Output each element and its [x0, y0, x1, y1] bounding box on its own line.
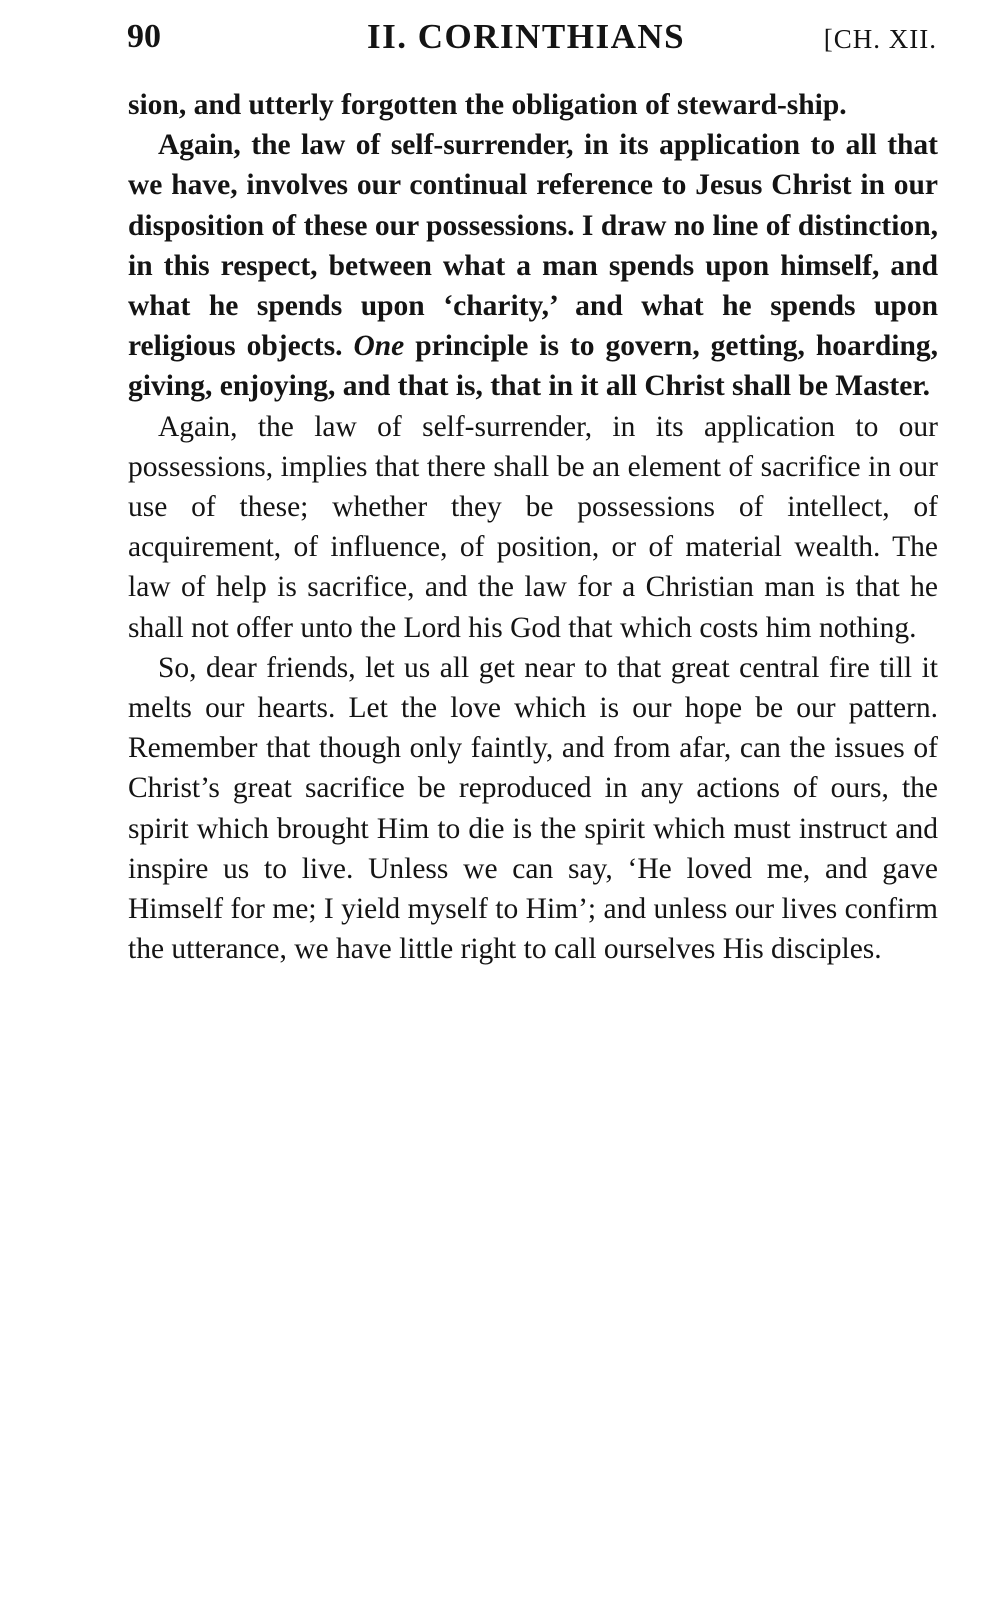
paragraph-central-fire: So, dear friends, let us all get near to that great central fire till it melts our hearts. Let the love which is our hope be our pattern. Remember that though only faintly, and from afar, can the issues of Christ’s great sacrifice be reproduced in any actions of ours, the spirit which brought Him to die is the spirit which must instruct and inspire us to live. Unless we can say, ‘He loved me, and gave Himself for me; I yield myself to Him’; and unless our lives confirm the utterance, we have little right to call ourselves His disciples. [128, 651, 938, 966]
paragraph-continuation: sion, and utterly forgotten the obligation of steward-ship. [128, 89, 847, 121]
paragraph-text-tail: principle is to govern, getting, hoarding, giving, enjoying, and that is, that in it all Christ shall be Master. [128, 330, 939, 403]
paragraph-self-surrender-sacrifice: Again, the law of self-surrender, in its application to our possessions, implies that there shall be an element of sacrifice in our use of these; whether they be possessions of intellect, of acquirement, of influence, of position, or of material wealth. The law of help is sacrifice, and the law for a Christian man is that he shall not offer unto the Lord his God that which costs him nothing. [128, 410, 938, 644]
book-title: II. CORINTHIANS [367, 17, 686, 56]
page-number: 90 [127, 18, 161, 55]
paragraph-text: Again, the law of self-surrender, in its application to all that we have, involves our continual reference to Jesus Christ in our disposition of these our possessions. I draw no line of distinction, in this respect, between what a man spends upon himself, and what he spends upon ‘charity,’ and what he spends upon religious objects. [128, 129, 938, 363]
running-head [127, 12, 937, 62]
emphasized-word: One [353, 330, 405, 363]
paragraph-self-surrender-reference [128, 125, 938, 406]
chapter-reference: [CH. XII. [823, 24, 937, 54]
body-text [128, 85, 938, 969]
